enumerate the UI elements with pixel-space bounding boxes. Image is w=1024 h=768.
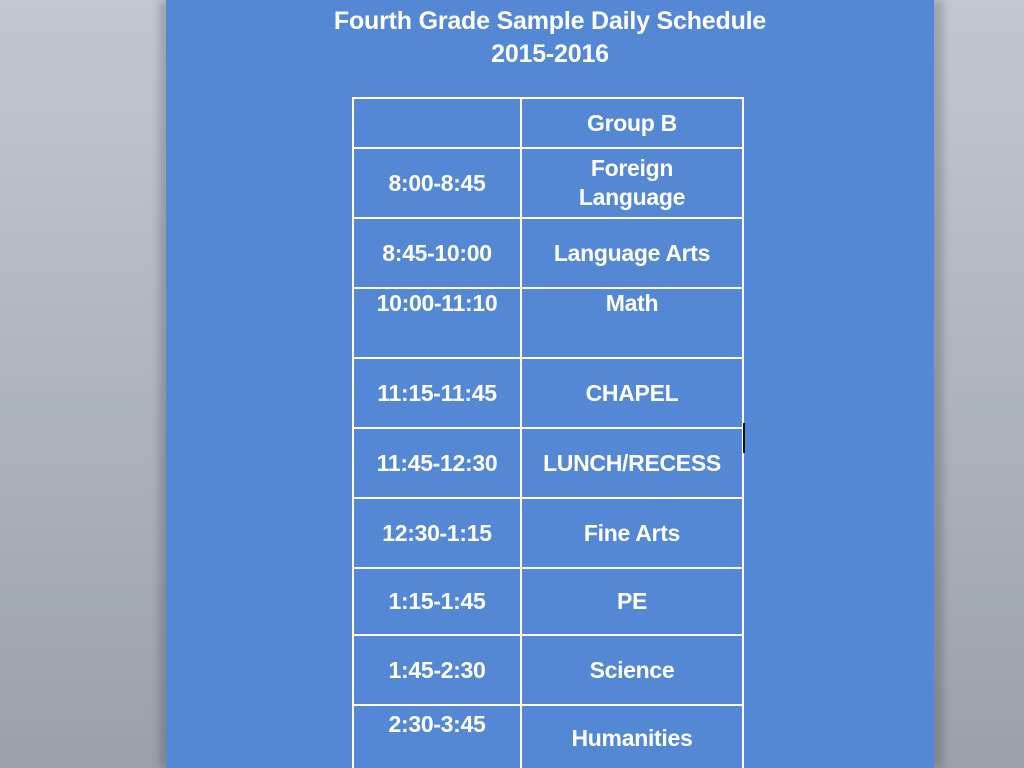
time-cell[interactable]: 8:45-10:00: [353, 218, 521, 288]
time-cell[interactable]: 11:15-11:45: [353, 358, 521, 428]
text-cursor: [743, 423, 745, 453]
table-row: [353, 288, 743, 358]
table-row: [353, 705, 743, 768]
subject-text: Foreign Language: [578, 155, 686, 210]
subject-cell[interactable]: Language Arts: [521, 218, 743, 288]
table-row: [353, 498, 743, 568]
document-title: Fourth Grade Sample Daily Schedule: [333, 7, 767, 35]
time-cell[interactable]: 10:00-11:10: [353, 288, 521, 358]
subject-cell[interactable]: CHAPEL: [521, 358, 743, 428]
header-cell-time[interactable]: [353, 98, 521, 148]
table-row: [353, 148, 743, 218]
time-cell[interactable]: 2:30-3:45: [353, 705, 521, 768]
schedule-table[interactable]: [352, 97, 744, 768]
table-row: [353, 218, 743, 288]
time-cell[interactable]: 1:45-2:30: [353, 635, 521, 705]
time-cell[interactable]: 12:30-1:15: [353, 498, 521, 568]
table-row: [353, 428, 743, 498]
subject-cell[interactable]: Math: [521, 288, 743, 358]
subject-cell[interactable]: [521, 148, 743, 218]
table-row: [353, 358, 743, 428]
subject-cell[interactable]: Fine Arts: [521, 498, 743, 568]
subject-cell[interactable]: LUNCH/RECESS: [521, 428, 743, 498]
subject-cell[interactable]: Humanities: [521, 705, 743, 768]
subject-cell[interactable]: Science: [521, 635, 743, 705]
document-subtitle: 2015-2016: [491, 40, 609, 68]
subject-cell[interactable]: PE: [521, 568, 743, 635]
time-cell[interactable]: 1:15-1:45: [353, 568, 521, 635]
table-row: [353, 635, 743, 705]
table-header-row: [353, 98, 743, 148]
time-cell[interactable]: 8:00-8:45: [353, 148, 521, 218]
table-row: [353, 568, 743, 635]
time-cell[interactable]: 11:45-12:30: [353, 428, 521, 498]
header-cell-group[interactable]: Group B: [521, 98, 743, 148]
